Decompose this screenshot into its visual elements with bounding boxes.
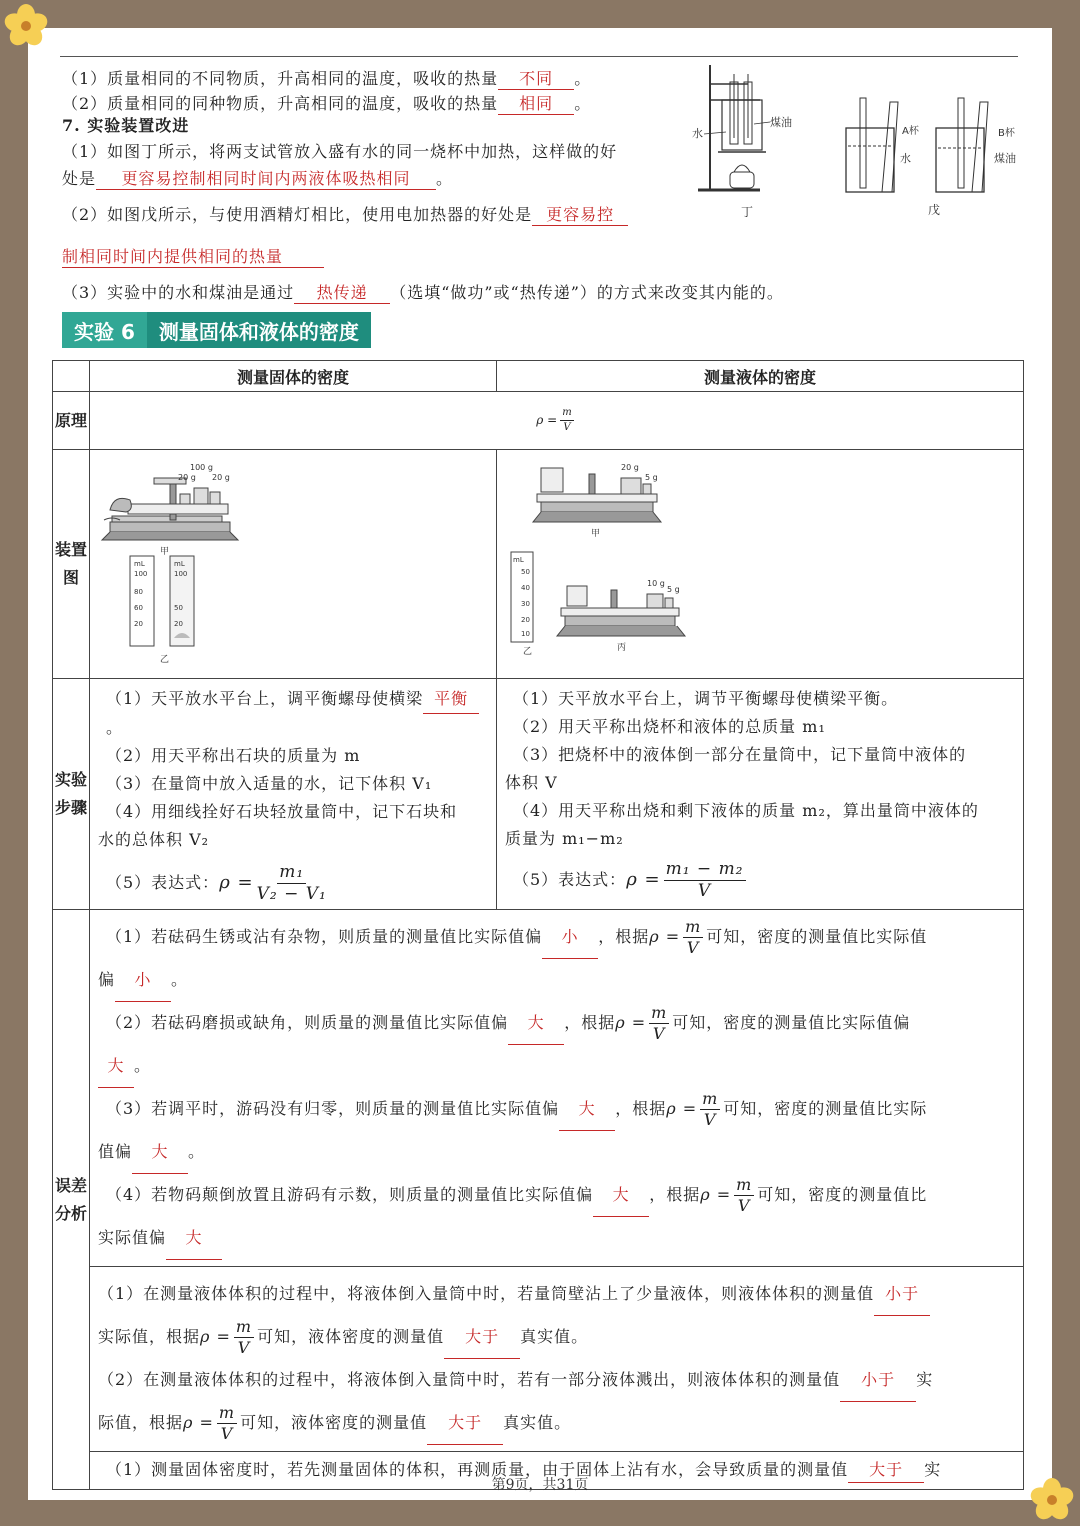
svg-text:20 g: 20 g	[621, 463, 639, 472]
svg-text:甲: 甲	[160, 547, 170, 557]
section-title	[62, 312, 371, 348]
improve-line-5: （3）实验中的水和煤油是通过 热传递 （选填“做功”或“热传递”）的方式来改变其内能的。	[62, 280, 784, 304]
improve-line-2: 处是 更容易控制相同时间内两液体吸热相同 。	[62, 166, 453, 190]
svg-text:20 g: 20 g	[212, 473, 230, 482]
header-solid: 测量固体的密度	[90, 361, 497, 392]
svg-text:60: 60	[134, 604, 143, 612]
svg-text:50: 50	[174, 604, 183, 612]
heading-7: 7. 实验装置改进	[62, 116, 190, 135]
svg-text:5 g: 5 g	[667, 585, 680, 594]
label-water: 水	[900, 152, 911, 165]
svg-text:mL: mL	[513, 556, 524, 564]
error-analysis-order: （1）测量固体密度时，若先测量固体的体积，再测质量，由于固体上沾有水，会导致质量的测量值 大于 实	[90, 1452, 1024, 1490]
apparatus-liquid	[497, 450, 1024, 679]
svg-text:10: 10	[521, 630, 530, 638]
solid-apparatus-diagram	[90, 450, 494, 674]
svg-text:乙: 乙	[523, 647, 533, 657]
section-heading: 测量固体和液体的密度	[158, 319, 359, 344]
label-cup-b: B杯	[998, 128, 1015, 139]
svg-text:mL: mL	[174, 560, 185, 568]
header-liquid: 测量液体的密度	[497, 361, 1024, 392]
header-rule	[60, 56, 1018, 57]
svg-text:mL: mL	[134, 560, 145, 568]
svg-text:丙: 丙	[617, 643, 627, 653]
corner-cell	[53, 361, 90, 392]
svg-text:20: 20	[174, 620, 183, 628]
svg-text:20: 20	[521, 616, 530, 624]
section-number: 实验 6	[62, 312, 147, 348]
improve-line-1: （1）如图丁所示，将两支试管放入盛有水的同一烧杯中加热，这样做的好	[62, 142, 618, 161]
principle-formula: ρ = $\frac{m}{V}$	[90, 392, 1024, 450]
svg-text:100: 100	[134, 570, 148, 578]
svg-text:30: 30	[521, 600, 530, 608]
svg-text:10 g: 10 g	[647, 579, 665, 588]
row-label-principle: 原理	[53, 392, 90, 450]
svg-text:甲: 甲	[591, 529, 601, 539]
steps-solid: （1）天平放水平台上，调平衡螺母使横梁 平衡。 （2）用天平称出石块的质量为 m （3）在量筒中放入适量的水，记下体积 V₁ （4）用细线拴好石块轻放量筒中，记下石块和 水的总体积 V₂ （5）表达式：ρ = $\frac{\text{m₁}}{\text{V₂ − V₁}}$	[90, 679, 497, 910]
error-analysis-mass: （1）若砝码生锈或沾有杂物，则质量的测量值比实际值偏 小 ，根据ρ = $\frac{m}{V}$ 可知，密度的测量值比实际值 偏 小 。 （2）若砝码磨损或缺角，则质量的测量值比实际值偏 大 ，根据ρ = $\frac{m}{V}$ 可知，密度的测量值比实际值偏 大 。 （3）若调平时，游码没有归零，则质量的测量值比实际值偏 大 ，根据ρ = $\frac{m}{V}$ 可知，密度的测量值比实际 值偏 大 。 （4）若物码颠倒放置且游码有示数，则质量的测量值比实际值偏 大 ，根据ρ = $\frac{m}{V}$ 可知，密度的测量值比 实际值偏 大	[90, 910, 1024, 1267]
figure-ding	[690, 60, 820, 222]
row-label-apparatus: 装置图	[53, 450, 90, 679]
svg-text:5 g: 5 g	[645, 473, 658, 482]
caption-wu: 戊	[928, 203, 941, 217]
apparatus-solid	[90, 450, 497, 679]
svg-text:20: 20	[134, 620, 143, 628]
improve-line-4: 制相同时间内提供相同的热量	[62, 244, 324, 268]
svg-text:20 g: 20 g	[178, 473, 196, 482]
density-table	[52, 360, 1024, 1490]
row-label-error: 误差分析	[53, 910, 90, 1490]
figure-wu	[838, 92, 1028, 224]
svg-text:80: 80	[134, 588, 143, 596]
svg-text:100 g: 100 g	[190, 463, 213, 472]
label-oil: 煤油	[994, 152, 1016, 165]
flower-decoration-top-left	[4, 4, 48, 48]
svg-text:乙: 乙	[160, 655, 170, 665]
svg-text:40: 40	[521, 584, 530, 592]
liquid-apparatus-diagram	[497, 450, 1017, 674]
conclusion-line-1: （1）质量相同的不同物质，升高相同的温度，吸收的热量 不同 。	[62, 66, 591, 90]
svg-text:50: 50	[521, 568, 530, 576]
caption-ding: 丁	[741, 205, 754, 219]
svg-text:100: 100	[174, 570, 188, 578]
error-analysis-volume: （1）在测量液体体积的过程中，将液体倒入量筒中时，若量筒壁沾上了少量液体，则液体体积的测量值 小于 实际值，根据ρ = $\frac{m}{V}$ 可知，液体密度的测量值 大于 真实值。 （2）在测量液体体积的过程中，将液体倒入量筒中时，若有一部分液体溅出，则液体体积的测量值 小于 实 际值，根据ρ = $\frac{m}{V}$ 可知，液体密度的测量值 大于 真实值。	[90, 1267, 1024, 1452]
page-number: 第9页，共31页	[491, 1477, 589, 1493]
improve-line-3: （2）如图戊所示，与使用酒精灯相比，使用电加热器的好处是 更容易控	[62, 202, 628, 226]
label-water: 水	[692, 127, 703, 140]
label-oil: 煤油	[770, 116, 792, 129]
conclusion-line-2: （2）质量相同的同种物质，升高相同的温度，吸收的热量 相同 。	[62, 91, 591, 115]
label-cup-a: A杯	[902, 126, 919, 137]
steps-liquid: （1）天平放水平台上，调节平衡螺母使横梁平衡。 （2）用天平称出烧杯和液体的总质量 m₁ （3）把烧杯中的液体倒一部分在量筒中，记下量筒中液体的 体积 V （4）用天平称出烧和剩下液体的质量 m₂，算出量筒中液体的 质量为 m₁−m₂ （5）表达式：ρ = $\frac{\text{m₁ − m₂}}{V}$	[497, 679, 1024, 910]
row-label-steps: 实验步骤	[53, 679, 90, 910]
